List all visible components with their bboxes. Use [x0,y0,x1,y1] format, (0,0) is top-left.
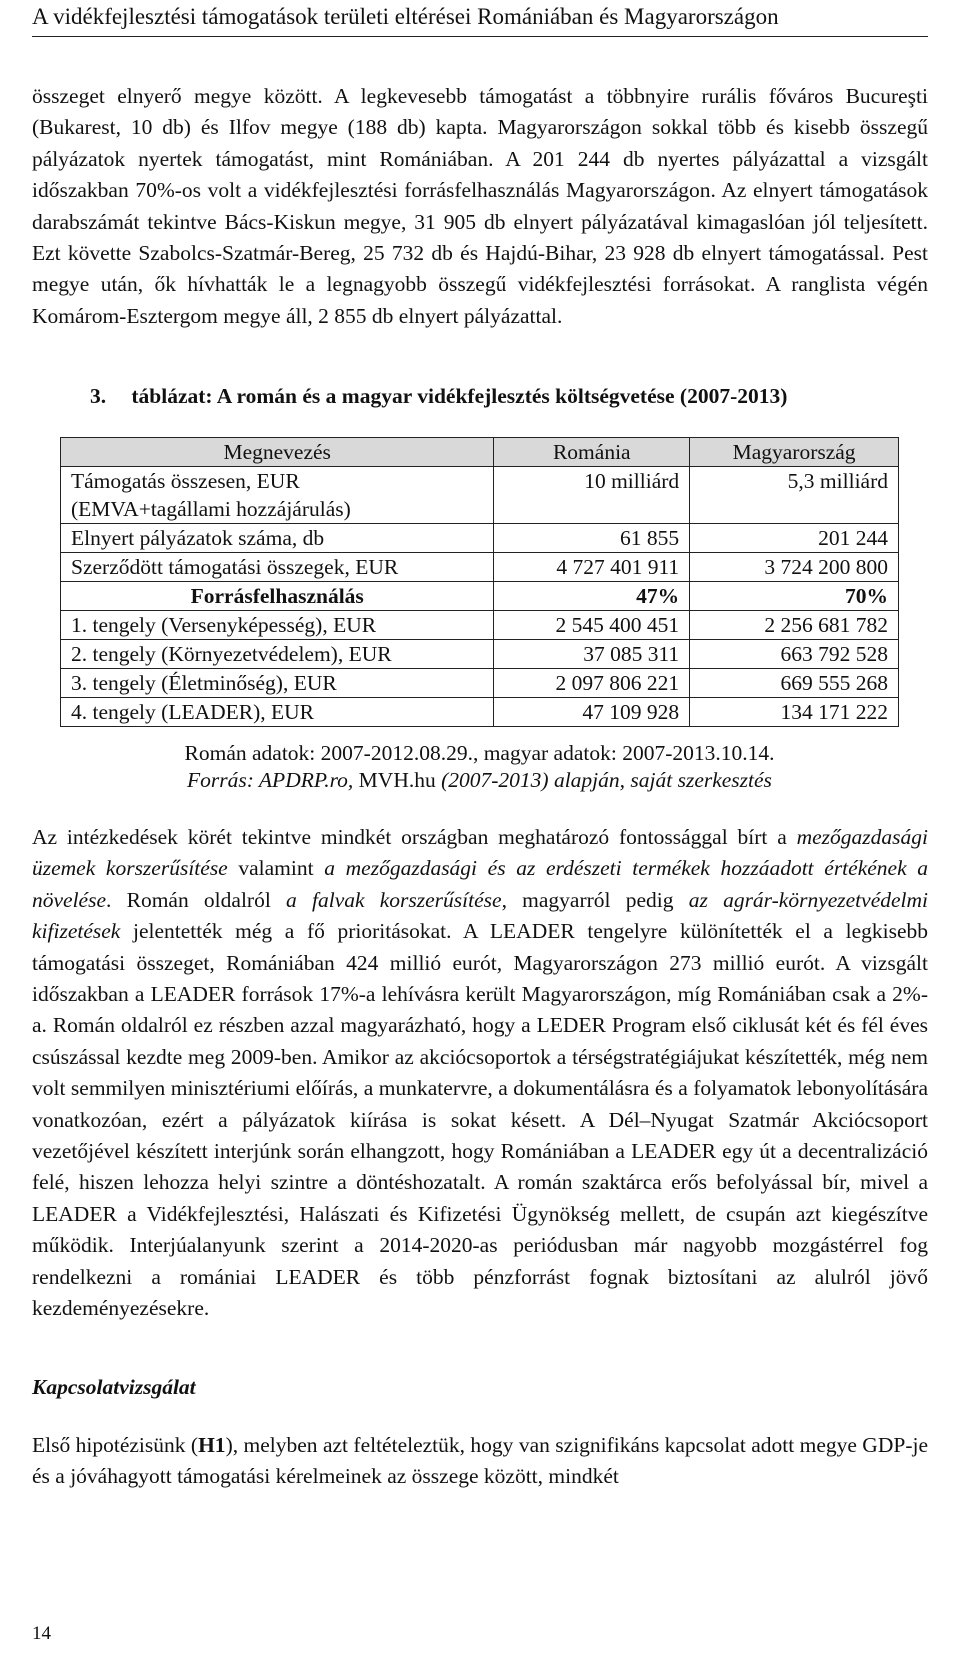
paragraph-2-italic-3: a falvak korszerűsítése [286,887,502,912]
paragraph-2-text-1: Az intézkedések körét tekintve mindkét országban meghatározó fontossággal bírt a [32,825,797,849]
row-label-line-1: Támogatás összesen, EUR [71,469,300,493]
paragraph-3-text-1: Első hipotézisünk ( [32,1433,199,1457]
header-magyarorszag: Magyarország [690,438,899,467]
row-value-ro: 2 545 400 451 [494,611,690,640]
running-header: A vidékfejlesztési támogatások területi eltérései Romániában és Magyarországon [32,4,779,29]
table-row [61,640,899,669]
paragraph-2-text-4: , magyarról pedig [501,887,689,912]
table-row [61,669,899,698]
table-source-part-2: MVH.hu [358,768,436,792]
row-label: 1. tengely (Versenyképesség), EUR [61,611,494,640]
table-note: Román adatok: 2007-2012.08.29., magyar adatok: 2007-2013.10.14. [184,741,775,765]
row-label: Szerződött támogatási összegek, EUR [61,553,494,582]
table-row [61,467,899,524]
page-number: 14 [32,1623,51,1644]
row-label: Elnyert pályázatok száma, db [61,524,494,553]
row-value-ro: 47 109 928 [494,698,690,727]
table-caption-title: táblázat: A román és a magyar vidékfejlesztés költségvetése (2007-2013) [131,384,788,408]
paragraph-3-bold: H1 [198,1433,226,1457]
table-row [61,553,899,582]
table-source-part-3: (2007-2013) alapján, saját szerkesztés [435,768,772,792]
header-rule [32,36,928,37]
row-value-hu: 201 244 [690,524,899,553]
row-value-hu: 70% [690,582,899,611]
paragraph-2 [32,822,928,1325]
row-value-hu: 663 792 528 [690,640,899,669]
table-header-row [61,438,899,467]
table-caption-number: 3. [90,384,107,408]
table-row [61,582,899,611]
section-heading: Kapcsolatvizsgálat [32,1375,196,1399]
paragraph-3-text-2: ), melyben azt feltételeztük, hogy van szignifikáns kapcsolat adott megye GDP-je és a jóváhagyott támogatási kérelmeinek az összege között, mindkét [32,1433,928,1489]
row-value-hu: 5,3 milliárd [690,467,899,524]
table-row [61,611,899,640]
row-value-hu: 3 724 200 800 [690,553,899,582]
row-value-ro: 61 855 [494,524,690,553]
table-row [61,698,899,727]
paragraph-2-italic-2: a mezőgazdasági és az erdészeti termékek hozzáadott értékének a növelése [32,856,929,912]
paragraph-3 [32,1430,928,1493]
row-value-hu: 669 555 268 [690,669,899,698]
table-source [60,766,899,794]
table-source-part-1: Forrás: APDRP.ro, [187,768,359,792]
paragraph-2-text-3: . Román oldalról [106,887,287,912]
budget-table [60,437,899,727]
row-label: 3. tengely (Életminőség), EUR [61,669,494,698]
paragraph-2-italic-4: az agrár-környezetvédelmi kifizetések [32,887,929,944]
header-megnevezes: Megnevezés [61,438,494,467]
table-row [61,524,899,553]
row-value-hu: 134 171 222 [690,698,899,727]
table-caption [90,381,950,411]
paragraph-2-italic-1: mezőgazdasági üzemek korszerűsítése [32,825,928,881]
paragraph-2-text-2: valamint [227,856,325,881]
paragraph-2-text-5: jelentették még a fő prioritásokat. A LEADER tengelyre különítették el a legkisebb támogatási összeget, Romániában 424 millió eurót, Magyarországon 273 millió eurót. A vizsgált időszakban a LEADER források 17%-a lehívásra került Magyarországon, míg Romániában csak a 2%-a. Román oldalról ez részben azzal magyarázható, hogy a LEDER Program első ciklusát két és fél éves csúszással kezdte meg 2009-ben. Amikor az akciócsoportok a térségstratégiájukat készítették, még nem volt semmilyen minisztériumi előírás, a munkatervre, a dokumentálásra és a folyamatok lebonyolítására vonatkozóan, ezért a pályázatok kiírása is sokat késett. A Dél–Nyugat Szatmár Akciócsoport vezetőjével készített interjúnk során elhangzott, hogy Romániában a LEADER egy út a decentralizáció felé, hiszen lehozza helyi szintre a döntéshozatalt. A román szaktárca erős befolyással bír, mivel a LEADER a Vidékfejlesztési, Halászati és Kifizetési Ügynökség mellett, de csupán azt kiegészítve működik. Interjúalanyunk szerint a 2014-2020-as periódusban már nagyobb mozgástérrel fog rendelkezni a romániai LEADER és több pénzforrást fognak biztosítani az alulról jövő kezdeményezésekre. [32,919,928,1321]
row-value-ro: 2 097 806 221 [494,669,690,698]
row-label: 4. tengely (LEADER), EUR [61,698,494,727]
row-label [61,467,494,524]
paragraph-1: összeget elnyerő megye között. A legkevesebb támogatást a többnyire rurális főváros Bucureşti (Bukarest, 10 db) és Ilfov megye (188 db) kapta. Magyarországon sokkal több és kisebb összegű pályázatok nyertek támogatást, mint Romániában. A 201 244 db nyertes pályázattal a vizsgált időszakban 70%-os volt a vidékfejlesztési forrásfelhasználás Magyarországon. Az elnyert támogatások darabszámát tekintve Bács-Kiskun megye, 31 905 db elnyert pályázatával kimagaslóan jól teljesített. Ezt követte Szabolcs-Szatmár-Bereg, 25 732 db és Hajdú-Bihar, 23 928 db elnyert támogatással. Pest megye után, ők hívhatták le a legnagyobb összegű vidékfejlesztési forrásokat. A ranglista végén Komárom-Esztergom megye áll, 2 855 db elnyert pályázattal. [32,84,928,328]
row-label: Forrásfelhasználás [61,582,494,611]
header-romania: Románia [494,438,690,467]
row-value-ro: 37 085 311 [494,640,690,669]
row-label: 2. tengely (Környezetvédelem), EUR [61,640,494,669]
row-value-ro: 4 727 401 911 [494,553,690,582]
row-value-hu: 2 256 681 782 [690,611,899,640]
row-value-ro: 10 milliárd [494,467,690,524]
row-value-ro: 47% [494,582,690,611]
row-label-line-2: (EMVA+tagállami hozzájárulás) [71,497,351,521]
